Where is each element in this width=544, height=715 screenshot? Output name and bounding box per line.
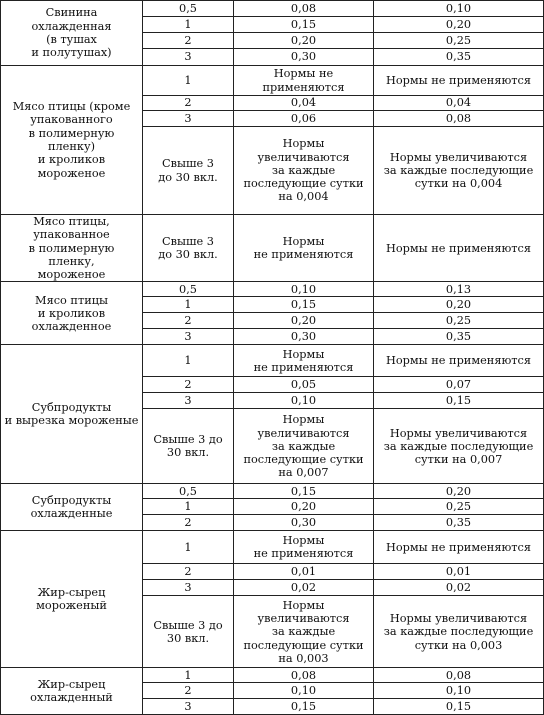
table-row — [1, 215, 544, 282]
norm-unpacked-cell: 0,35 — [374, 49, 544, 66]
norm-packed-cell: 0,02 — [234, 580, 374, 596]
norm-unpacked-cell: Нормы увеличиваются за каждые последующие сутки на 0,003 — [374, 596, 544, 668]
storage-days-cell: 2 — [143, 313, 234, 329]
norm-unpacked-cell: 0,10 — [374, 683, 544, 699]
norm-packed-cell: Нормы не применяются — [234, 345, 374, 377]
norm-unpacked-cell: Нормы не применяются — [374, 215, 544, 282]
product-name-cell: Мясо птицы, упакованное в полимерную пленку, мороженое — [1, 215, 143, 282]
product-name-cell: Субпродукты и вырезка мороженые — [1, 345, 143, 484]
norm-unpacked-cell: 0,10 — [374, 1, 544, 17]
storage-days-cell: 2 — [143, 377, 234, 393]
norm-unpacked-cell: 0,20 — [374, 17, 544, 33]
norm-packed-cell: Нормы не применяются — [234, 215, 374, 282]
storage-days-cell: 2 — [143, 683, 234, 699]
norm-packed-cell: 0,30 — [234, 515, 374, 531]
storage-days-cell: 1 — [143, 345, 234, 377]
norm-packed-cell: 0,30 — [234, 49, 374, 66]
norm-packed-cell: 0,05 — [234, 377, 374, 393]
norm-unpacked-cell: 0,35 — [374, 515, 544, 531]
norm-unpacked-cell: 0,20 — [374, 297, 544, 313]
norm-packed-cell: 0,20 — [234, 33, 374, 49]
norm-packed-cell: 0,10 — [234, 282, 374, 297]
norm-packed-cell: Нормы увеличиваются за каждые последующие сутки на 0,004 — [234, 127, 374, 215]
storage-days-cell: 0,5 — [143, 282, 234, 297]
storage-days-cell: 1 — [143, 668, 234, 683]
norm-packed-cell: 0,10 — [234, 393, 374, 409]
product-name-cell: Свинина охлажденная (в тушах и полутушах) — [1, 1, 143, 66]
storage-days-cell: 3 — [143, 699, 234, 715]
storage-days-cell: 2 — [143, 564, 234, 580]
table-row — [1, 531, 544, 564]
storage-days-cell: 2 — [143, 96, 234, 111]
norm-unpacked-cell: 0,01 — [374, 564, 544, 580]
norm-unpacked-cell: 0,04 — [374, 96, 544, 111]
norms-table-body — [1, 1, 544, 715]
table-row — [1, 282, 544, 297]
norm-packed-cell: 0,15 — [234, 699, 374, 715]
norm-unpacked-cell: 0,15 — [374, 699, 544, 715]
product-name-cell: Жир-сырец мороженый — [1, 531, 143, 668]
storage-days-cell: 2 — [143, 33, 234, 49]
storage-days-cell: Свыше 3 до 30 вкл. — [143, 596, 234, 668]
norm-unpacked-cell: 0,20 — [374, 484, 544, 499]
norm-packed-cell: 0,15 — [234, 484, 374, 499]
storage-days-cell: 0,5 — [143, 1, 234, 17]
storage-days-cell: 3 — [143, 580, 234, 596]
storage-days-cell: 1 — [143, 297, 234, 313]
storage-days-cell: 1 — [143, 499, 234, 515]
norm-packed-cell: Нормы не применяются — [234, 531, 374, 564]
norm-packed-cell: 0,20 — [234, 313, 374, 329]
norm-unpacked-cell: Нормы увеличиваются за каждые последующие сутки на 0,004 — [374, 127, 544, 215]
norm-packed-cell: 0,06 — [234, 111, 374, 127]
norm-unpacked-cell: 0,15 — [374, 393, 544, 409]
norm-unpacked-cell: Нормы увеличиваются за каждые последующие сутки на 0,007 — [374, 409, 544, 484]
norm-packed-cell: Нормы увеличиваются за каждые последующие сутки на 0,007 — [234, 409, 374, 484]
product-name-cell: Мясо птицы и кроликов охлажденное — [1, 282, 143, 345]
norm-unpacked-cell: 0,25 — [374, 499, 544, 515]
storage-days-cell: 1 — [143, 531, 234, 564]
product-name-cell: Мясо птицы (кроме упакованного в полимерную пленку) и кроликов мороженое — [1, 66, 143, 215]
norm-packed-cell: 0,20 — [234, 499, 374, 515]
storage-days-cell: Свыше 3 до 30 вкл. — [143, 127, 234, 215]
norm-packed-cell: 0,08 — [234, 668, 374, 683]
norm-unpacked-cell: Нормы не применяются — [374, 66, 544, 96]
storage-days-cell: 3 — [143, 329, 234, 345]
product-name-cell: Жир-сырец охлажденный — [1, 668, 143, 715]
norm-unpacked-cell: 0,08 — [374, 111, 544, 127]
norm-packed-cell: 0,08 — [234, 1, 374, 17]
norm-unpacked-cell: 0,25 — [374, 33, 544, 49]
storage-days-cell: 3 — [143, 393, 234, 409]
norm-unpacked-cell: 0,02 — [374, 580, 544, 596]
norm-packed-cell: 0,15 — [234, 17, 374, 33]
norm-packed-cell: 0,04 — [234, 96, 374, 111]
storage-days-cell: 1 — [143, 17, 234, 33]
storage-days-cell: 1 — [143, 66, 234, 96]
storage-days-cell: 3 — [143, 111, 234, 127]
norm-unpacked-cell: 0,13 — [374, 282, 544, 297]
storage-days-cell: 2 — [143, 515, 234, 531]
table-row — [1, 484, 544, 499]
table-row — [1, 345, 544, 377]
norm-unpacked-cell: Нормы не применяются — [374, 531, 544, 564]
norm-packed-cell: 0,15 — [234, 297, 374, 313]
storage-days-cell: 3 — [143, 49, 234, 66]
norm-unpacked-cell: 0,08 — [374, 668, 544, 683]
norm-packed-cell: 0,30 — [234, 329, 374, 345]
norm-packed-cell: Нормы не применяются — [234, 66, 374, 96]
norm-packed-cell: 0,10 — [234, 683, 374, 699]
table-row — [1, 66, 544, 96]
table-row — [1, 1, 544, 17]
product-name-cell: Субпродукты охлажденные — [1, 484, 143, 531]
storage-days-cell: Свыше 3 до 30 вкл. — [143, 215, 234, 282]
norm-unpacked-cell: Нормы не применяются — [374, 345, 544, 377]
storage-days-cell: 0,5 — [143, 484, 234, 499]
norm-packed-cell: Нормы увеличиваются за каждые последующие сутки на 0,003 — [234, 596, 374, 668]
norm-unpacked-cell: 0,25 — [374, 313, 544, 329]
norm-unpacked-cell: 0,35 — [374, 329, 544, 345]
norm-packed-cell: 0,01 — [234, 564, 374, 580]
table-row — [1, 668, 544, 683]
storage-days-cell: Свыше 3 до 30 вкл. — [143, 409, 234, 484]
norm-unpacked-cell: 0,07 — [374, 377, 544, 393]
